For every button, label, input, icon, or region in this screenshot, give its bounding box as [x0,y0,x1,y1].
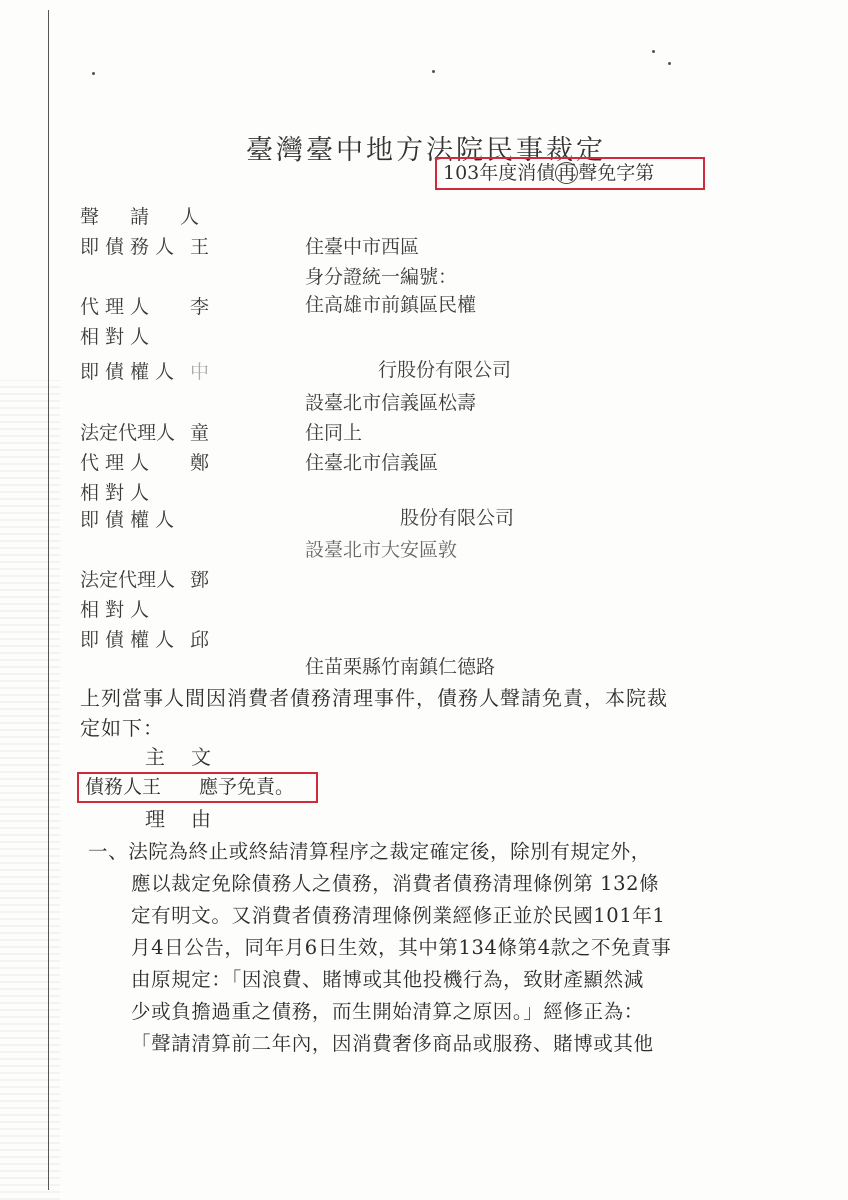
scan-speck [668,62,671,65]
reason-line: 由原規定：「因浪費、賭博或其他投機行為，致財產顯然減 [131,968,644,991]
party-row: 即債權人 [80,509,181,531]
party-row: 即債權人 中 [80,361,210,383]
party-row: 即債權人 邱 [80,629,210,651]
reason-line: 月4日公告，同年月6日生效，其中第134條第4款之不免責事 [131,936,672,959]
reason-line: 「聲請清算前二年內，因消費奢侈商品或服務、賭博或其他 [131,1032,654,1055]
party-info: 設臺北市信義區松壽 [305,392,477,414]
party-info: 住苗栗縣竹南鎮仁德路 [305,656,496,678]
party-info: 身分證統一編號： [305,266,458,288]
reason-line: 應以裁定免除債務人之債務，消費者債務清理條例第 132條 [131,872,660,895]
reason-line: 少或負擔過重之債務，而生開始清算之原因。」經修正為： [131,1000,644,1023]
party-row: 相對人 [80,599,156,621]
party-info: 住臺北市信義區 [305,452,439,474]
party-row: 法定代理人 童 [80,422,210,444]
case-number-prefix: 103年度消債 [443,162,556,184]
party-row: 代理人 李 [80,296,210,318]
scan-artifact [0,380,60,1200]
reason-heading: 理由 [145,807,237,831]
party-info: 行股份有限公司 [378,359,512,381]
party-row: 聲 請 人 [80,206,206,228]
party-info: 住高雄市前鎮區民權 [305,294,477,316]
party-row: 相對人 [80,482,156,504]
ruling-text: 債務人王 應予免責。 [85,776,295,798]
margin-line [48,10,49,1190]
reason-line: 定有明文。又消費者債務清理條例業經修正並於民國101年1 [131,904,666,927]
scan-speck [652,50,655,53]
party-row: 代理人 鄭 [80,452,210,474]
party-info: 設臺北市大安區敦 [305,539,458,561]
case-number-circled-char: 再 [557,162,577,184]
party-info: 住臺中市西區 [305,236,420,258]
party-row: 即債務人 王 [80,236,210,258]
scan-speck [432,70,435,73]
party-info: 股份有限公司 [400,507,515,529]
case-number-highlight [435,157,705,190]
document-title: 臺灣臺中地方法院民事裁定 [246,135,606,166]
party-row: 法定代理人 鄧 [80,569,210,591]
party-info: 住同上 [305,422,363,444]
party-row: 相對人 [80,326,156,348]
main-heading: 主文 [145,745,237,769]
case-number-suffix: 聲免字第 [578,162,655,184]
scan-speck [92,72,95,75]
intro-line: 定如下： [80,716,164,740]
reason-line: 一、法院為終止或終結清算程序之裁定確定後，除別有規定外， [88,840,651,863]
ruling-highlight [77,772,318,803]
intro-line: 上列當事人間因消費者債務清理事件，債務人聲請免責，本院裁 [80,686,668,710]
